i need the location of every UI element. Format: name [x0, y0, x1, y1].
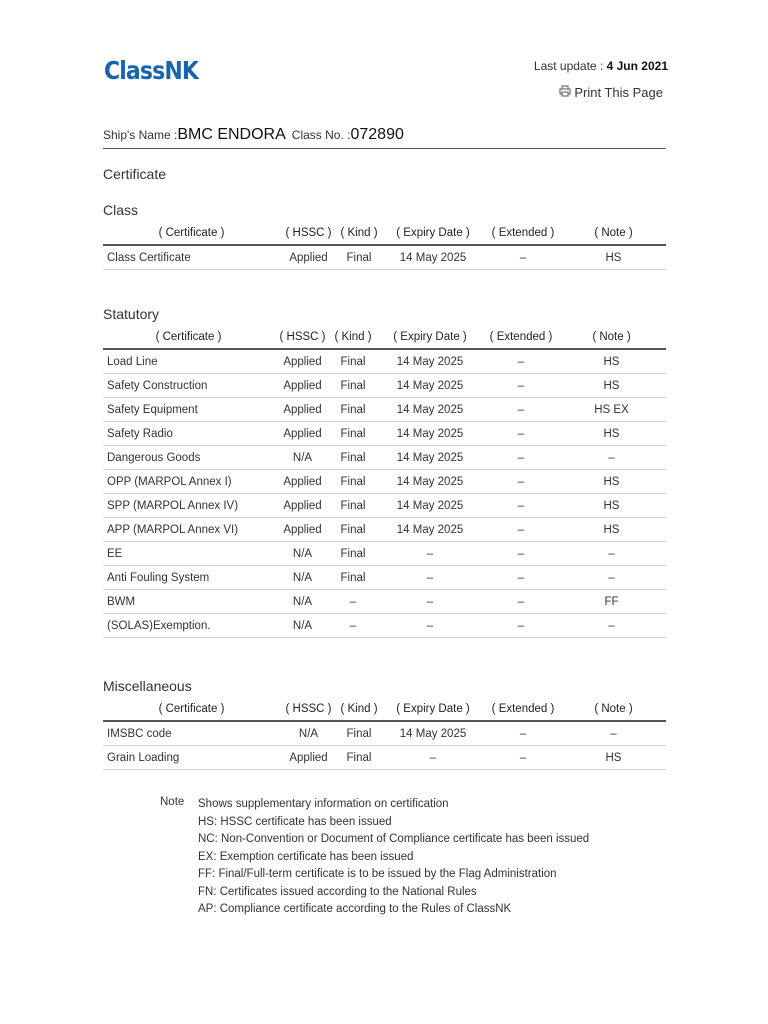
table-cell: Final [331, 566, 375, 590]
ship-info-row [103, 126, 666, 149]
statutory-table-header [103, 325, 666, 349]
table-cell: – [485, 398, 557, 422]
notes-block [160, 796, 589, 919]
column-header: ( Note ) [561, 697, 666, 721]
table-cell: Final [337, 721, 381, 746]
table-cell: – [375, 566, 485, 590]
table-cell: Final [331, 518, 375, 542]
column-header: ( Certificate ) [103, 221, 280, 245]
class-heading: Class [103, 202, 139, 218]
table-cell: – [485, 614, 557, 638]
class-table-header [103, 221, 666, 245]
table-cell: Applied [274, 374, 331, 398]
table-cell: Safety Equipment [103, 398, 274, 422]
table-cell: FF [557, 590, 666, 614]
ship-name-label: Ship's Name : [103, 128, 178, 142]
table-cell: Applied [274, 494, 331, 518]
table-cell: HS [557, 494, 666, 518]
table-row [103, 566, 666, 590]
table-cell: Applied [274, 422, 331, 446]
table-cell: HS [557, 349, 666, 374]
table-cell: N/A [274, 446, 331, 470]
table-cell: – [557, 566, 666, 590]
table-cell: 14 May 2025 [375, 349, 485, 374]
table-cell: – [485, 542, 557, 566]
table-cell: Safety Construction [103, 374, 274, 398]
table-cell: N/A [280, 721, 337, 746]
table-cell: – [331, 590, 375, 614]
table-cell: Final [331, 374, 375, 398]
miscellaneous-heading: Miscellaneous [103, 678, 192, 694]
note-line: EX: Exemption certificate has been issued [198, 850, 414, 863]
table-cell: – [485, 746, 561, 770]
table-cell: – [485, 374, 557, 398]
table-cell: – [485, 446, 557, 470]
table-cell: 14 May 2025 [381, 245, 485, 270]
table-cell: Applied [274, 398, 331, 422]
statutory-heading: Statutory [103, 306, 160, 322]
column-header: ( Certificate ) [103, 697, 280, 721]
table-cell: SPP (MARPOL Annex IV) [103, 494, 274, 518]
table-cell: Applied [274, 470, 331, 494]
table-cell: 14 May 2025 [375, 446, 485, 470]
table-cell: BWM [103, 590, 274, 614]
table-cell: – [485, 721, 561, 746]
table-row [103, 245, 666, 270]
table-cell: – [375, 614, 485, 638]
certificate-heading: Certificate [103, 166, 167, 182]
table-row [103, 349, 666, 374]
table-cell: 14 May 2025 [381, 721, 485, 746]
table-cell: HS EX [557, 398, 666, 422]
table-cell: HS [557, 374, 666, 398]
table-cell: Dangerous Goods [103, 446, 274, 470]
table-cell: – [557, 542, 666, 566]
table-cell: Final [331, 349, 375, 374]
column-header: ( HSSC ) [280, 221, 337, 245]
table-cell: 14 May 2025 [375, 494, 485, 518]
note-line: Shows supplementary information on certification [198, 798, 449, 810]
table-cell: Final [331, 470, 375, 494]
table-row [103, 542, 666, 566]
table-cell: – [485, 245, 561, 270]
last-update-value: 4 Jun 2021 [606, 59, 668, 73]
table-cell: HS [557, 470, 666, 494]
table-row [103, 590, 666, 614]
column-header: ( Note ) [557, 325, 666, 349]
class-table [103, 221, 666, 270]
print-page-link[interactable] [559, 85, 663, 100]
column-header: ( Extended ) [485, 325, 557, 349]
table-cell: 14 May 2025 [375, 374, 485, 398]
table-cell: Applied [274, 518, 331, 542]
column-header: ( Extended ) [485, 697, 561, 721]
table-cell: EE [103, 542, 274, 566]
table-cell: – [485, 518, 557, 542]
table-row [103, 398, 666, 422]
table-cell: HS [557, 518, 666, 542]
statutory-table [103, 325, 666, 638]
table-cell: Anti Fouling System [103, 566, 274, 590]
column-header: ( Note ) [561, 221, 666, 245]
table-cell: – [485, 349, 557, 374]
class-no-value: 072890 [350, 126, 404, 143]
table-cell: – [485, 566, 557, 590]
table-cell: (SOLAS)Exemption. [103, 614, 274, 638]
column-header: ( Certificate ) [103, 325, 274, 349]
note-line: FF: Final/Full-term certificate is to be issued by the Flag Administration [198, 868, 557, 880]
note-line: NC: Non-Convention or Document of Compliance certificate has been issued [198, 833, 590, 845]
table-cell: Final [331, 494, 375, 518]
table-cell: – [561, 721, 666, 746]
class-no-label: Class No. : [291, 128, 351, 142]
miscellaneous-table [103, 697, 666, 770]
table-row [103, 614, 666, 638]
column-header: ( Expiry Date ) [381, 697, 485, 721]
table-row [103, 446, 666, 470]
note-line: HS: HSSC certificate has been issued [198, 815, 392, 828]
notes-label: Note [160, 796, 185, 808]
misc-table-header [103, 697, 666, 721]
table-cell: HS [557, 422, 666, 446]
notes-lines [198, 796, 589, 919]
table-row [103, 494, 666, 518]
table-cell: – [331, 614, 375, 638]
note-line: AP: Compliance certificate according to the Rules of ClassNK [198, 903, 512, 915]
table-cell: 14 May 2025 [375, 518, 485, 542]
table-cell: Applied [280, 746, 337, 770]
table-cell: Applied [280, 245, 337, 270]
table-cell: Final [331, 446, 375, 470]
table-row [103, 746, 666, 770]
table-cell: – [485, 422, 557, 446]
table-cell: – [375, 590, 485, 614]
last-update [534, 59, 668, 73]
table-cell: IMSBC code [103, 721, 280, 746]
table-cell: 14 May 2025 [375, 398, 485, 422]
table-cell: Load Line [103, 349, 274, 374]
column-header: ( Kind ) [337, 697, 381, 721]
table-cell: Final [331, 422, 375, 446]
table-cell: Final [337, 245, 381, 270]
column-header: ( Expiry Date ) [381, 221, 485, 245]
table-cell: 14 May 2025 [375, 422, 485, 446]
column-header: ( Kind ) [331, 325, 375, 349]
table-cell: – [381, 746, 485, 770]
table-cell: 14 May 2025 [375, 470, 485, 494]
table-cell: N/A [274, 542, 331, 566]
note-line: FN: Certificates issued according to the National Rules [198, 885, 477, 898]
table-cell: – [557, 446, 666, 470]
column-header: ( HSSC ) [274, 325, 331, 349]
table-cell: Final [337, 746, 381, 770]
table-cell: Applied [274, 349, 331, 374]
table-cell: – [557, 614, 666, 638]
table-row [103, 518, 666, 542]
table-cell: Grain Loading [103, 746, 280, 770]
table-row [103, 422, 666, 446]
table-cell: – [485, 590, 557, 614]
column-header: ( HSSC ) [280, 697, 337, 721]
table-row [103, 470, 666, 494]
table-cell: – [485, 494, 557, 518]
table-cell: N/A [274, 590, 331, 614]
table-cell: – [485, 470, 557, 494]
table-cell: Final [331, 542, 375, 566]
table-cell: APP (MARPOL Annex VI) [103, 518, 274, 542]
print-page-label: Print This Page [574, 85, 663, 100]
table-row [103, 374, 666, 398]
printer-icon [559, 85, 571, 100]
table-cell: Safety Radio [103, 422, 274, 446]
column-header: ( Extended ) [485, 221, 561, 245]
table-cell: N/A [274, 566, 331, 590]
table-cell: OPP (MARPOL Annex I) [103, 470, 274, 494]
table-cell: N/A [274, 614, 331, 638]
table-cell: – [375, 542, 485, 566]
table-row [103, 721, 666, 746]
ship-name-value: BMC ENDORA [177, 126, 286, 143]
classnk-logo: ClassNK [104, 56, 199, 85]
table-cell: Final [331, 398, 375, 422]
table-cell: HS [561, 245, 666, 270]
table-cell: HS [561, 746, 666, 770]
table-cell: Class Certificate [103, 245, 280, 270]
last-update-label: Last update : [533, 59, 604, 73]
column-header: ( Kind ) [337, 221, 381, 245]
column-header: ( Expiry Date ) [375, 325, 485, 349]
